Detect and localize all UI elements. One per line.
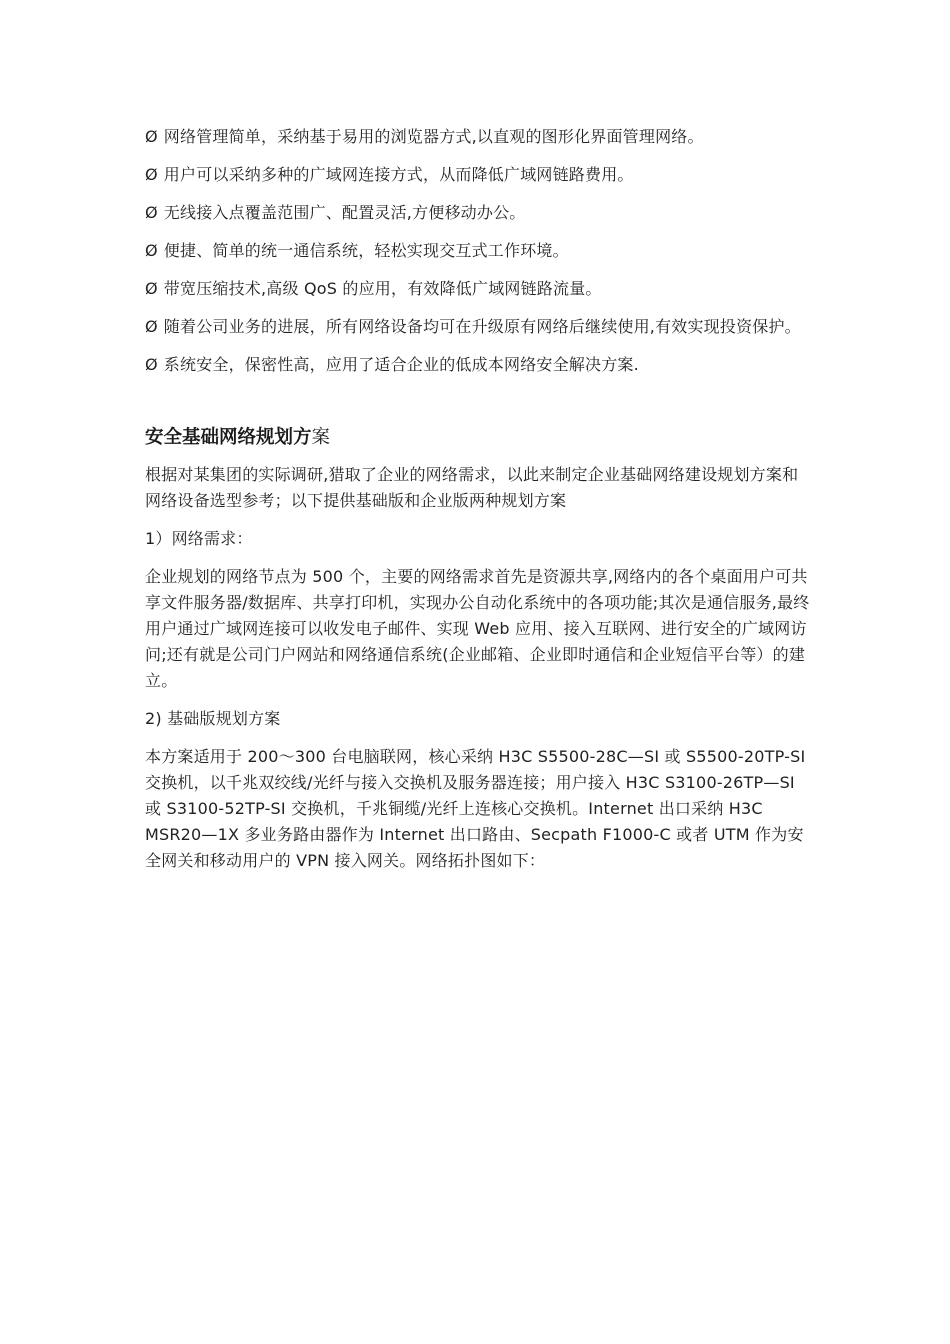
bullet-text: 无线接入点覆盖范围广、配置灵活,方便移动办公。 — [163, 203, 526, 222]
bullet-item — [145, 124, 810, 150]
section-heading-rest: 案 — [311, 427, 331, 448]
bullet-mark: Ø — [145, 165, 158, 184]
bullet-text: 便捷、简单的统一通信系统，轻松实现交互式工作环境。 — [163, 241, 569, 260]
item-1-text: 企业规划的网络节点为 500 个，主要的网络需求首先是资源共享,网络内的各个桌面用户可共享文件服务器/数据库、共享打印机，实现办公自动化系统中的各项功能;其次是通信服务,最终用户通过广域网连接可以收发电子邮件、实现 Web 应用、接入互联网、进行安全的广域网访问;还有就是公司门户网站和网络通信系统(企业邮箱、企业即时通信和企业短信平台等）的建立。 — [145, 567, 810, 690]
bullet-text: 网络管理简单，采纳基于易用的浏览器方式,以直观的图形化界面管理网络。 — [163, 127, 704, 146]
section-intro: 根据对某集团的实际调研,猎取了企业的网络需求，以此来制定企业基础网络建设规划方案和网络设备选型参考；以下提供基础版和企业版两种规划方案 — [145, 465, 799, 510]
bullet-mark: Ø — [145, 317, 158, 336]
bullet-mark: Ø — [145, 279, 158, 298]
item-2-text: 本方案适用于 200～300 台电脑联网，核心采纳 H3C S5500-28C—SI 或 S5500-20TP-SI 交换机，以千兆双绞线/光纤与接入交换机及服务器连接；用户接入 H3C S3100-26TP—SI 或 S3100-52TP-SI 交换机，千兆铜缆/光纤上连核心交换机。Internet 出口采纳 H3C MSR20—1X 多业务路由器作为 Internet 出口路由、Secpath F1000-C 或者 UTM 作为安全网关和移动用户的 VPN 接入网关。网络拓扑图如下： — [145, 747, 806, 870]
bullet-item — [145, 314, 810, 340]
item-1-label: 1）网络需求： — [145, 529, 253, 548]
bullet-mark: Ø — [145, 241, 158, 260]
section-heading-bold: 安全基础网络规划方 — [145, 427, 312, 448]
section-heading — [145, 424, 810, 452]
bullet-item — [145, 276, 810, 302]
bullet-mark: Ø — [145, 127, 158, 146]
bullet-text: 系统安全，保密性高，应用了适合企业的低成本网络安全解决方案. — [163, 355, 639, 374]
bullet-text: 用户可以采纳多种的广域网连接方式，从而降低广域网链路费用。 — [163, 165, 634, 184]
item-2-label: 2) 基础版规划方案 — [145, 709, 281, 728]
bullet-item — [145, 162, 810, 188]
bullet-item — [145, 352, 810, 378]
bullet-text: 随着公司业务的进展，所有网络设备均可在升级原有网络后继续使用,有效实现投资保护。 — [163, 317, 801, 336]
bullet-mark: Ø — [145, 355, 158, 374]
bullet-text: 带宽压缩技术,高级 QoS 的应用，有效降低广域网链路流量。 — [163, 279, 602, 298]
document-page — [145, 124, 810, 886]
bullet-item — [145, 200, 810, 226]
bullet-mark: Ø — [145, 203, 158, 222]
bullet-item — [145, 238, 810, 264]
